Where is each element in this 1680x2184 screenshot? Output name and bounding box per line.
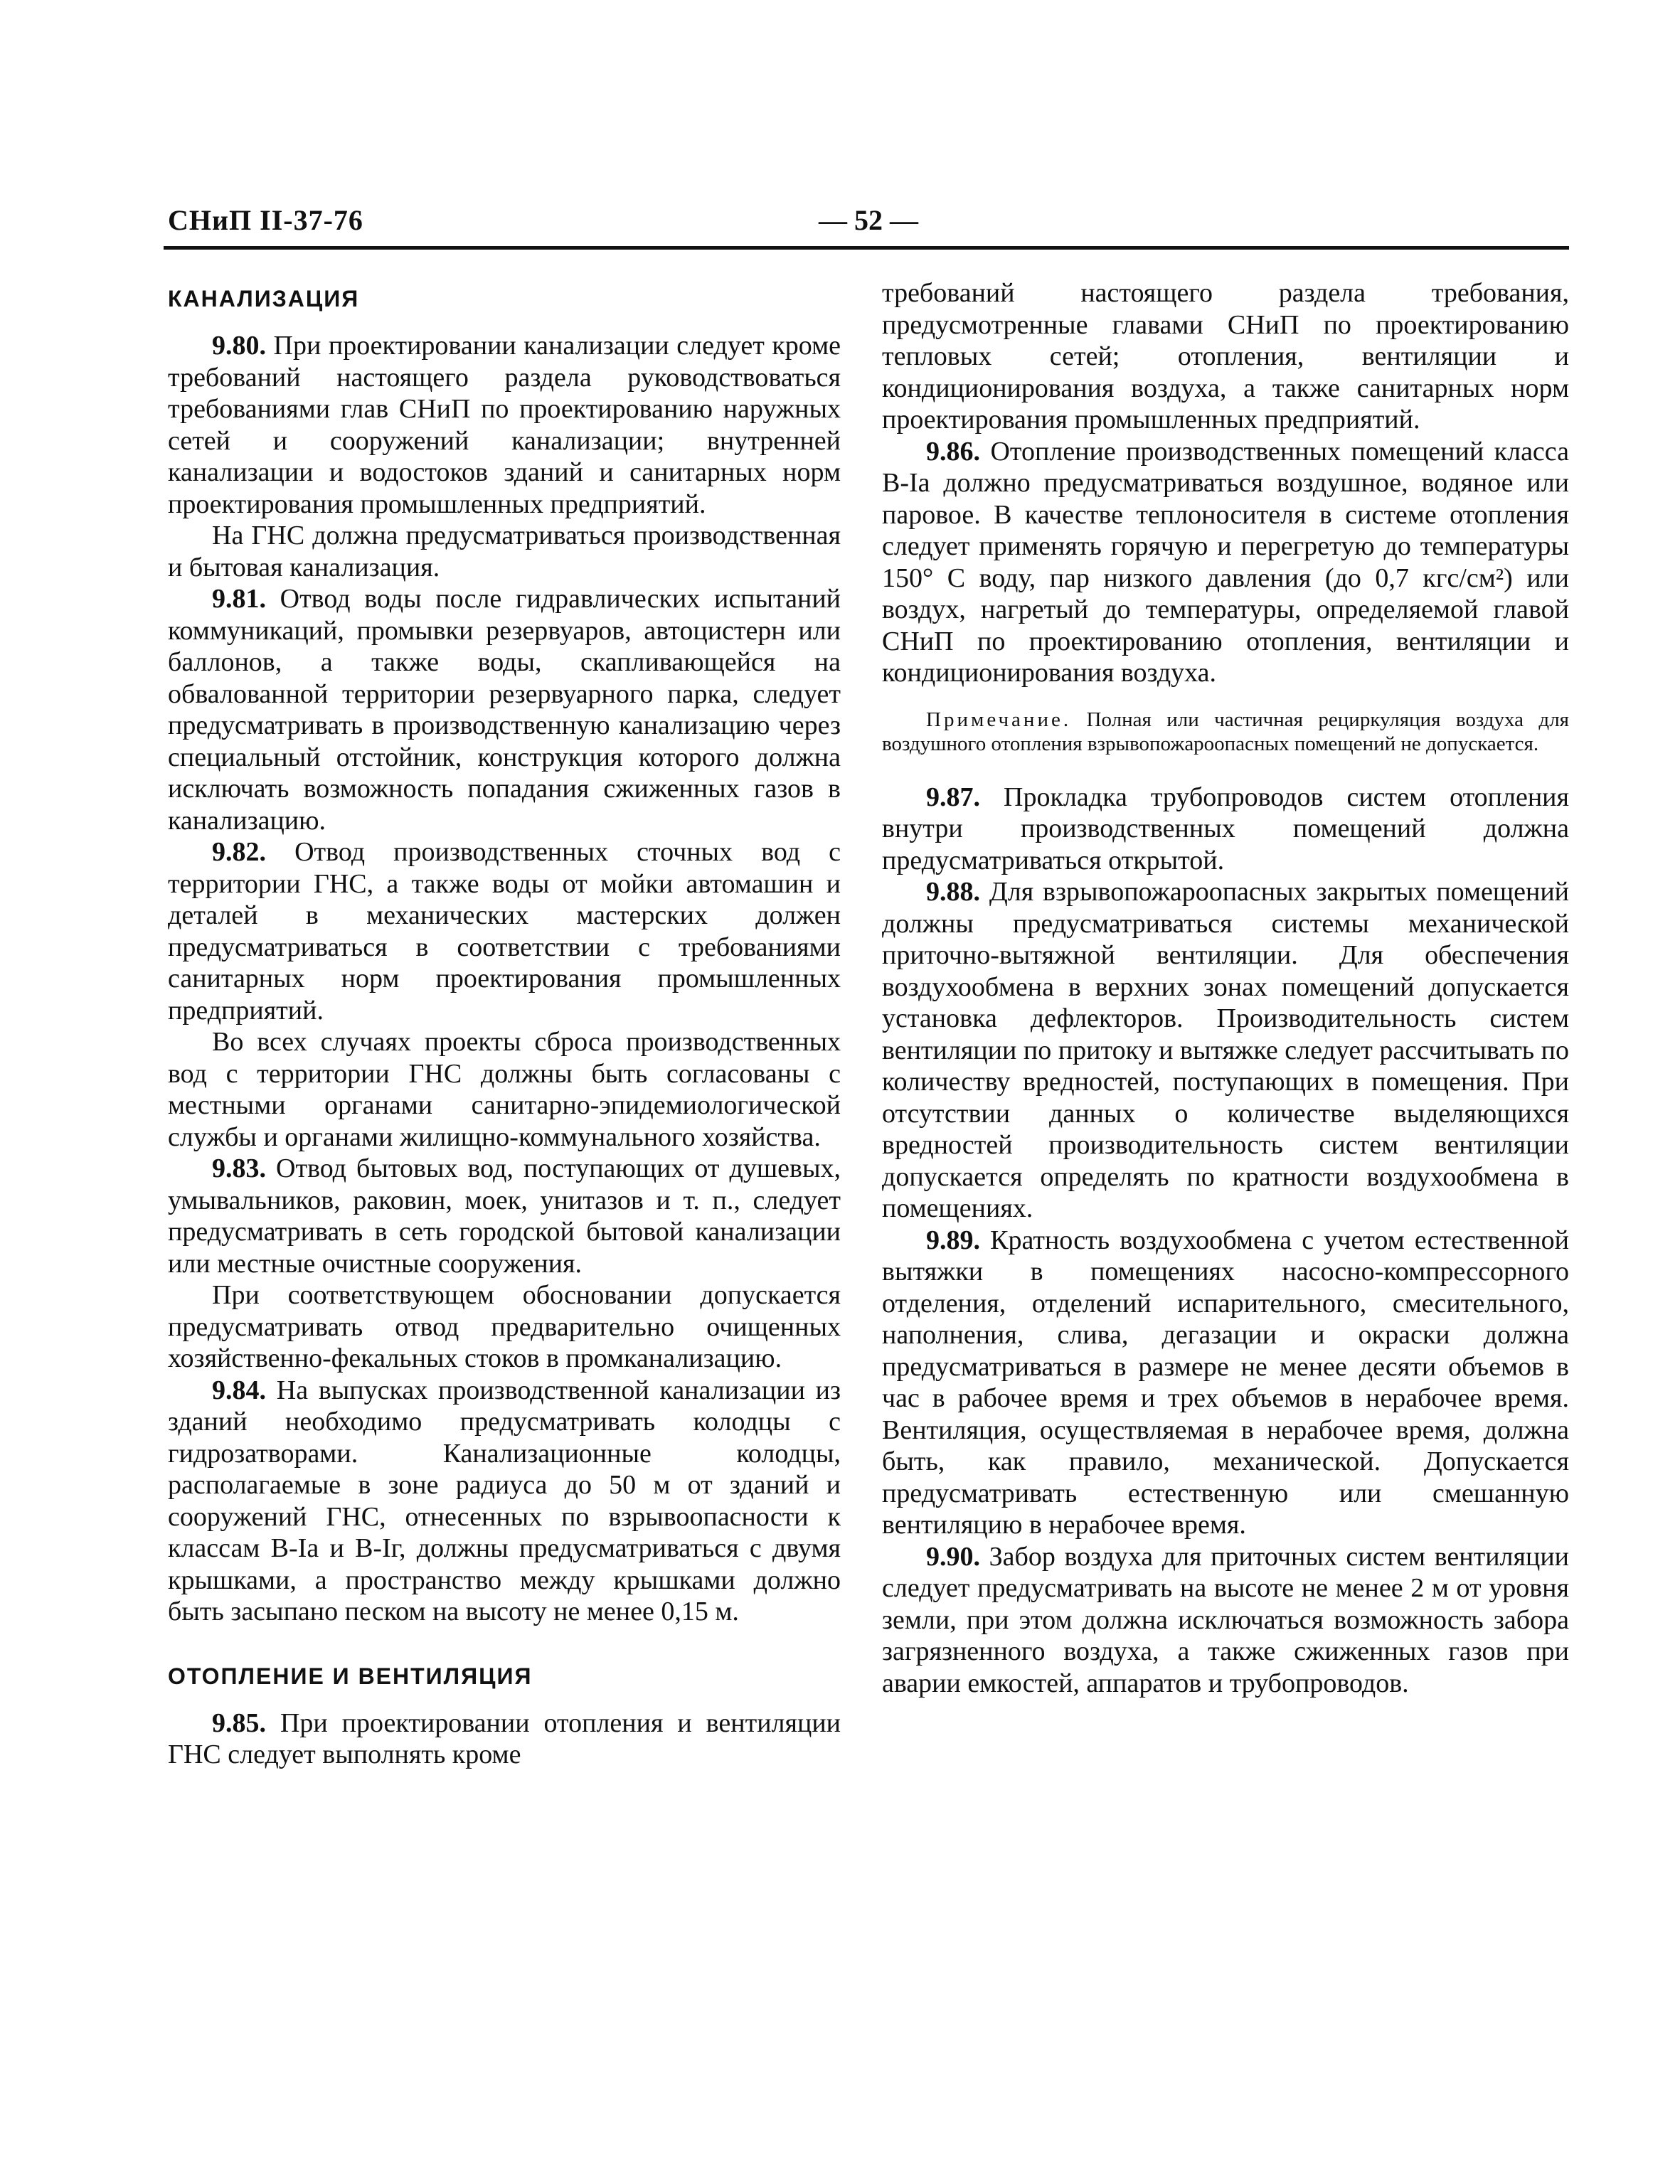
clause-text: Отвод воды после гидравлических испытаний коммуникаций, промывки резервуаров, автоцистерн или баллонов, а также воды, скапливающейся на обвалованной территории резервуарного парка, следует предусматривать в производственную канализацию через специальный отстойник, конструкция которого должна исключать возможность попадания сжиженных газов в канализацию. bbox=[168, 584, 841, 836]
clause-9-82 bbox=[168, 836, 841, 1026]
clause-number: 9.89. bbox=[926, 1225, 980, 1255]
clause-text: На выпусках производственной канализации из зданий необходимо предусматривать колодцы с гидрозатворами. Канализационные колодцы, располагаемые в зоне радиуса до 50 м от зданий и сооружений ГНС, отнесенных по взрывоопасности к классам В-Iа и В-Iг, должны предусматриваться с двумя крышками, а пространство между крышками должно быть засыпано песком на высоту не менее 0,15 м. bbox=[168, 1375, 841, 1626]
clause-9-85-continuation: требований настоящего раздела требования, предусмотренные главами СНиП по проектированию тепловых сетей; отопления, вентиляции и кондиционирования воздуха, а также санитарных норм проектирования промышленных предприятий. bbox=[882, 278, 1569, 435]
clause-9-84 bbox=[168, 1375, 841, 1628]
clause-number: 9.80. bbox=[212, 331, 266, 361]
clause-text: Отвод бытовых вод, поступающих от душевых, умывальников, раковин, моек, унитазов и т. п., следует предусматривать в сеть городской бытовой канализации или местные очистные сооружения. bbox=[168, 1154, 841, 1279]
section-title-sewerage: КАНАЛИЗАЦИЯ bbox=[168, 286, 360, 311]
clause-text: При проектировании канализации следует кроме требований настоящего раздела руководствоваться требованиями глав СНиП по проектированию наружных сетей и сооружений канализации; внутренней канализации и водостоков зданий и санитарных норм проектирования промышленных предприятий. bbox=[168, 331, 841, 519]
clause-9-88 bbox=[882, 876, 1569, 1225]
clause-9-81 bbox=[168, 583, 841, 836]
clause-9-83 bbox=[168, 1153, 841, 1279]
clause-text: Забор воздуха для приточных систем вентиляции следует предусматривать на высоте не менее 2 м от уровня земли, при этом должна исключаться возможность забора загрязненного воздуха, а также сжиженных газов при аварии емкостей, аппаратов и трубопроводов. bbox=[882, 1541, 1569, 1698]
clause-text: Для взрывопожароопасных закрытых помещений должны предусматриваться системы механической приточно-вытяжной вентиляции. Для обеспечения воздухообмена в верхних зонах помещений допускается установка дефлекторов. Производительность систем вентиляции по притоку и вытяжке следует рассчитывать по количеству вредностей, поступающих в помещения. При отсутствии данных о количестве выделяющихся вредностей производительность систем вентиляции допускается определять по кратности воздухообмена в помещениях. bbox=[882, 877, 1569, 1223]
left-column bbox=[168, 277, 841, 1771]
clause-number: 9.84. bbox=[212, 1375, 266, 1405]
clause-number: 9.82. bbox=[212, 837, 266, 867]
clause-9-89 bbox=[882, 1225, 1569, 1541]
clause-9-90 bbox=[882, 1541, 1569, 1700]
clause-text: Кратность воздухообмена с учетом естественной вытяжки в помещениях насосно-компрессорного отделения, отделений испарительного, смесительного, наполнения, слива, дегазации и окраски должна предусматриваться в размере не менее десяти объемов в час в рабочее время и трех объемов в нерабочее время. Вентиляция, осуществляемая в нерабочее время, должна быть, как правило, механической. Допускается предусматривать естественную или смешанную вентиляцию в нерабочее время. bbox=[882, 1225, 1570, 1540]
page-number: — 52 — bbox=[819, 204, 918, 236]
clause-number: 9.86. bbox=[926, 436, 980, 467]
note bbox=[882, 708, 1569, 756]
clause-text: Прокладка трубопроводов систем отопления внутри производственных помещений должна предусматриваться открытой. bbox=[882, 782, 1569, 875]
page-header bbox=[168, 203, 1569, 246]
clause-9-80 bbox=[168, 330, 841, 520]
right-column bbox=[882, 277, 1569, 1699]
clause-number: 9.90. bbox=[926, 1541, 980, 1572]
paragraph-all-cases: Во всех случаях проекты сброса производственных вод с территории ГНС должны быть согласованы с местными органами санитарно-эпидемиологической службы и органами жилищно-коммунального хозяйства. bbox=[168, 1027, 841, 1152]
header-rule bbox=[164, 246, 1569, 250]
note-label: Примечание. bbox=[926, 708, 1072, 731]
clause-text: При проектировании отопления и вентиляции ГНС следует выполнять кроме bbox=[168, 1708, 841, 1769]
clause-number: 9.87. bbox=[926, 782, 980, 812]
clause-9-85 bbox=[168, 1708, 841, 1771]
clause-9-86 bbox=[882, 436, 1569, 689]
paragraph-gns-sewerage: На ГНС должна предусматриваться производственная и бытовая канализация. bbox=[168, 521, 841, 582]
clause-text: Отопление производственных помещений класса В-Iа должно предусматриваться воздушное, водяное или паровое. В качестве теплоносителя в системе отопления следует применять горячую и перегретую до температуры 150° С воду, пар низкого давления (до 0,7 кгс/см²) или воздух, нагретый до температуры, определяемой главой СНиП по проектированию отопления, вентиляции и кондиционирования воздуха. bbox=[882, 436, 1569, 688]
document-code: СНиП II-37-76 bbox=[168, 204, 363, 236]
note-text: Полная или частичная рециркуляция воздуха для воздушного отопления взрывопожароопасных помещений не допускается. bbox=[882, 708, 1570, 755]
clause-text: Отвод производственных сточных вод с территории ГНС, а также воды от мойки автомашин и деталей в механических мастерских должен предусматриваться в соответствии с требованиями санитарных норм проектирования промышленных предприятий. bbox=[168, 837, 841, 1026]
clause-number: 9.81. bbox=[212, 584, 266, 614]
clause-9-87 bbox=[882, 782, 1569, 877]
clause-number: 9.83. bbox=[212, 1154, 266, 1183]
clause-number: 9.85. bbox=[212, 1708, 266, 1738]
paragraph-justification: При соответствующем обосновании допускается предусматривать отвод предварительно очищенных хозяйственно-фекальных стоков в промканализацию. bbox=[168, 1280, 841, 1373]
section-title-heating-ventilation: ОТОПЛЕНИЕ И ВЕНТИЛЯЦИЯ bbox=[168, 1663, 533, 1689]
clause-number: 9.88. bbox=[926, 877, 980, 907]
